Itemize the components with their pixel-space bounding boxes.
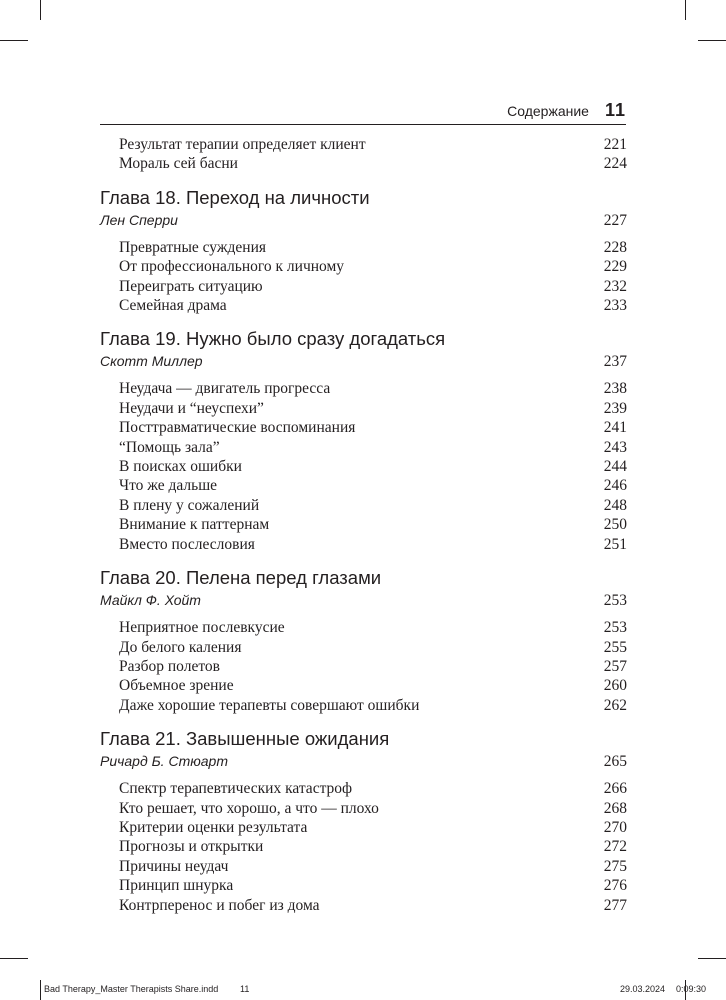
toc-entry: [100, 676, 627, 695]
page-number: 232: [603, 277, 627, 295]
page-number: 248: [603, 496, 627, 514]
entry-title: Спектр терапевтических катастроф: [119, 780, 353, 798]
page-number: 243: [603, 438, 627, 456]
toc-entry: [100, 257, 627, 276]
entry-title: Неприятное послевкусие: [119, 619, 285, 637]
page-number: 276: [603, 877, 627, 895]
page-number: 270: [603, 818, 627, 836]
page-number: 251: [603, 535, 627, 553]
slug-date: 29.03.2024: [620, 984, 666, 994]
entry-title: Что же дальше: [119, 477, 218, 495]
chapter-title: Глава 19. Нужно было сразу догадаться: [100, 328, 446, 350]
page-number: 253: [603, 592, 627, 610]
chapter-title: Глава 18. Переход на личности: [100, 186, 370, 208]
entry-title: Разбор полетов: [119, 657, 220, 675]
entry-title: Превратные суждения: [119, 238, 267, 256]
toc-entry: [100, 657, 627, 676]
toc-entry: [100, 535, 627, 554]
entry-title: Неудача — двигатель прогресса: [119, 380, 331, 398]
page-number: 241: [603, 419, 627, 437]
entry-title: Вместо послесловия: [119, 535, 255, 553]
toc-entry: [100, 696, 627, 715]
toc-entry: [100, 476, 627, 495]
toc-entry: [100, 379, 627, 398]
page-number: 257: [603, 657, 627, 675]
author-name: Скотт Миллер: [100, 353, 203, 370]
author-name: Лен Сперри: [100, 211, 178, 228]
toc-entry: [100, 277, 627, 296]
entry-title: Внимание к паттернам: [119, 516, 270, 534]
page-number: 268: [603, 799, 627, 817]
toc-author-row: [100, 590, 627, 610]
author-name: Ричард Б. Стюарт: [100, 753, 228, 770]
entry-title: Посттравматические воспоминания: [119, 419, 356, 437]
entry-title: Семейная драма: [119, 297, 227, 315]
toc-entry: [100, 638, 627, 657]
entry-title: До белого каления: [119, 638, 242, 656]
page-number: 227: [603, 211, 627, 229]
page-number: 239: [603, 399, 627, 417]
page-number: 244: [603, 458, 627, 476]
page-number: 255: [603, 638, 627, 656]
running-head-page-number: 11: [604, 100, 626, 120]
toc-entry: [100, 618, 627, 637]
page-number: 272: [603, 838, 627, 856]
page-number: 237: [603, 353, 627, 371]
running-head-title: Содержание: [507, 103, 589, 119]
table-of-contents: [100, 135, 627, 915]
crop-mark: [698, 958, 726, 959]
toc-entry: [100, 438, 627, 457]
page-number: 253: [603, 619, 627, 637]
entry-title: Объемное зрение: [119, 677, 234, 695]
entry-title: Неудачи и “неуспехи”: [119, 399, 264, 417]
toc-entry: [100, 515, 627, 534]
crop-mark: [40, 0, 41, 20]
page-number: 250: [603, 516, 627, 534]
header-rule: [100, 124, 626, 125]
toc-entry: [100, 399, 627, 418]
entry-title: “Помощь зала”: [119, 438, 220, 456]
chapter-title: Глава 21. Завышенные ожидания: [100, 728, 390, 750]
entry-title: Критерии оценки результата: [119, 818, 308, 836]
page-number: 275: [603, 857, 627, 875]
entry-title: В плену у сожалений: [119, 496, 260, 514]
page-number: 229: [603, 258, 627, 276]
crop-mark: [40, 980, 41, 1000]
toc-entry: [100, 779, 627, 798]
entry-title: Даже хорошие терапевты совершают ошибки: [119, 696, 420, 714]
entry-title: Контрперенос и побег из дома: [119, 896, 320, 914]
entry-title: В поисках ошибки: [119, 458, 242, 476]
slug-time: 0:09:30: [676, 984, 707, 994]
page-number: 246: [603, 477, 627, 495]
slug-page: 11: [240, 984, 250, 994]
toc-entry: [100, 799, 627, 818]
toc-entry: [100, 296, 627, 315]
entry-title: Кто решает, что хорошо, а что — плохо: [119, 799, 379, 817]
crop-mark: [698, 40, 726, 41]
page-number: 262: [603, 696, 627, 714]
page-number: 233: [603, 297, 627, 315]
crop-mark: [0, 40, 28, 41]
toc-entry: [100, 496, 627, 515]
toc-entry: [100, 818, 627, 837]
toc-entry: [100, 837, 627, 856]
page-number: 266: [603, 780, 627, 798]
entry-title: Принцип шнурка: [119, 877, 234, 895]
crop-mark: [685, 0, 686, 20]
toc-entry: [100, 238, 627, 257]
page-number: 224: [603, 155, 627, 173]
toc-entry: [100, 418, 627, 437]
toc-entry: [100, 135, 627, 154]
entry-title: Прогнозы и открытки: [119, 838, 264, 856]
page-number: 228: [603, 238, 627, 256]
entry-title: Причины неудач: [119, 857, 229, 875]
chapter-title: Глава 20. Пелена перед глазами: [100, 567, 382, 589]
entry-title: Результат терапии определяет клиент: [119, 136, 366, 153]
toc-entry: [100, 154, 627, 173]
page-number: 238: [603, 380, 627, 398]
entry-title: Мораль сей басни: [119, 155, 238, 173]
slug-filename: Bad Therapy_Master Therapists Share.indd: [44, 984, 219, 994]
page-number: 265: [603, 753, 627, 771]
entry-title: От профессионального к личному: [119, 258, 345, 276]
author-name: Майкл Ф. Хойт: [100, 592, 201, 609]
toc-author-row: [100, 210, 627, 230]
page-number: 221: [603, 136, 627, 153]
running-head: [100, 100, 626, 121]
crop-mark: [0, 958, 28, 959]
page-number: 277: [603, 896, 627, 914]
page-number: 260: [603, 677, 627, 695]
toc-entry: [100, 857, 627, 876]
toc-author-row: [100, 751, 627, 771]
toc-entry: [100, 896, 627, 915]
toc-entry: [100, 876, 627, 895]
toc-author-row: [100, 351, 627, 371]
entry-title: Переиграть ситуацию: [119, 277, 263, 295]
toc-entry: [100, 457, 627, 476]
